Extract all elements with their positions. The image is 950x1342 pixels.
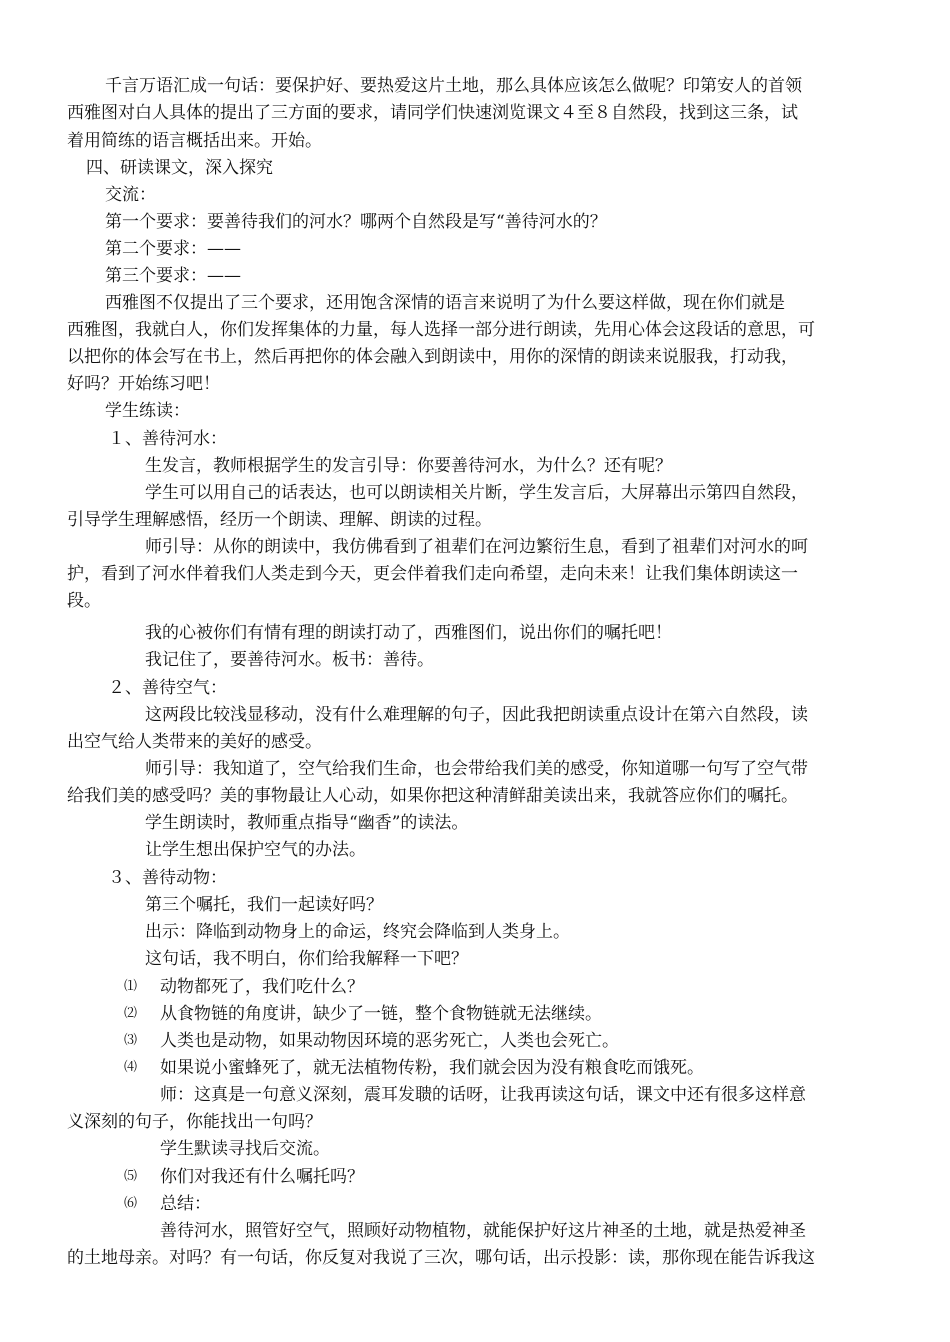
paragraph-line: 师：这真是一句意义深刻，震耳发聩的话呀，让我再读这句话，课文中还有很多这样意 xyxy=(160,1085,806,1105)
list-item: 你们对我还有什么嘱托吗？ xyxy=(160,1167,364,1187)
paragraph-line: 学生练读： xyxy=(105,401,190,421)
subsection-heading: ３、善待动物： xyxy=(108,868,227,888)
paragraph-line: 学生可以用自己的话表达，也可以朗读相关片断，学生发言后，大屏幕出示第四自然段， xyxy=(145,483,808,503)
list-number: ⑶ xyxy=(124,1033,138,1048)
paragraph-line: 第二个要求：—— xyxy=(105,239,241,259)
paragraph-line: 学生默读寻找后交流。 xyxy=(160,1139,330,1159)
paragraph-line: 西雅图，我就白人，你们发挥集体的力量，每人选择一部分进行朗读，先用心体会这段话的意思，可 xyxy=(67,320,815,340)
list-item: 总结： xyxy=(160,1194,211,1214)
paragraph-line: 师引导：从你的朗读中，我仿佛看到了祖辈们在河边繁衍生息，看到了祖辈们对河水的呵 xyxy=(145,537,808,557)
subsection-heading: ２、善待空气： xyxy=(108,678,227,698)
list-number: ⑸ xyxy=(124,1169,138,1184)
paragraph-line: 交流： xyxy=(105,185,156,205)
list-item: 从食物链的角度讲，缺少了一链，整个食物链就无法继续。 xyxy=(160,1004,602,1024)
paragraph-line: 生发言，教师根据学生的发言引导：你要善待河水，为什么？还有呢？ xyxy=(145,456,672,476)
paragraph-line: 给我们美的感受吗？美的事物最让人心动，如果你把这种清鲜甜美读出来，我就答应你们的嘱托。 xyxy=(67,786,798,806)
paragraph-line: 这句话，我不明白，你们给我解释一下吧？ xyxy=(145,949,468,969)
paragraph-line: 第一个要求：要善待我们的河水？哪两个自然段是写“善待河水的？ xyxy=(105,212,607,232)
paragraph-line: 西雅图不仅提出了三个要求，还用饱含深情的语言来说明了为什么要这样做，现在你们就是 xyxy=(105,293,785,313)
paragraph-line: 第三个嘱托，我们一起读好吗？ xyxy=(145,895,383,915)
list-item: 人类也是动物，如果动物因环境的恶劣死亡，人类也会死亡。 xyxy=(160,1031,619,1051)
paragraph-line: 西雅图对白人具体的提出了三方面的要求，请同学们快速浏览课文４至８自然段，找到这三条，试 xyxy=(67,103,798,123)
paragraph-line: 善待河水，照管好空气，照顾好动物植物，就能保护好这片神圣的土地，就是热爱神圣 xyxy=(160,1221,806,1241)
subsection-heading: １、善待河水： xyxy=(108,429,227,449)
paragraph-line: 护，看到了河水伴着我们人类走到今天，更会伴着我们走向希望，走向未来！让我们集体朗读这一 xyxy=(67,564,798,584)
paragraph-line: 出空气给人类带来的美好的感受。 xyxy=(67,732,322,752)
paragraph-line: 我的心被你们有情有理的朗读打动了，西雅图们，说出你们的嘱托吧！ xyxy=(145,623,672,643)
list-item: 如果说小蜜蜂死了，就无法植物传粉，我们就会因为没有粮食吃而饿死。 xyxy=(160,1058,704,1078)
list-number: ⑷ xyxy=(124,1060,138,1075)
paragraph-line: 师引导：我知道了，空气给我们生命，也会带给我们美的感受，你知道哪一句写了空气带 xyxy=(145,759,808,779)
paragraph-line: 让学生想出保护空气的办法。 xyxy=(145,840,366,860)
paragraph-line: 出示：降临到动物身上的命运，终究会降临到人类身上。 xyxy=(145,922,570,942)
paragraph-line: 好吗？开始练习吧！ xyxy=(67,374,220,394)
paragraph-line: 学生朗读时，教师重点指导“幽香”的读法。 xyxy=(145,813,469,833)
list-item: 动物都死了，我们吃什么？ xyxy=(160,977,364,997)
paragraph-line: 义深刻的句子，你能找出一句吗？ xyxy=(67,1112,322,1132)
paragraph-line: 第三个要求：—— xyxy=(105,266,241,286)
paragraph-line: 这两段比较浅显移动，没有什么难理解的句子，因此我把朗读重点设计在第六自然段，读 xyxy=(145,705,808,725)
list-number: ⑴ xyxy=(124,979,138,994)
list-number: ⑵ xyxy=(124,1006,138,1021)
paragraph-line: 着用简练的语言概括出来。开始。 xyxy=(67,131,322,151)
section-heading: 四、研读课文，深入探究 xyxy=(86,158,273,178)
paragraph-line: 段。 xyxy=(67,591,101,611)
paragraph-line: 引导学生理解感悟，经历一个朗读、理解、朗读的过程。 xyxy=(67,510,492,530)
list-number: ⑹ xyxy=(124,1196,138,1211)
paragraph-line: 我记住了，要善待河水。板书：善待。 xyxy=(145,650,434,670)
paragraph-line: 千言万语汇成一句话：要保护好、要热爱这片土地，那么具体应该怎么做呢？印第安人的首领 xyxy=(105,76,802,96)
paragraph-line: 以把你的体会写在书上，然后再把你的体会融入到朗读中，用你的深情的朗读来说服我，打动我， xyxy=(67,347,798,367)
paragraph-line: 的土地母亲。对吗？有一句话，你反复对我说了三次，哪句话，出示投影：读，那你现在能告诉我这 xyxy=(67,1248,815,1268)
